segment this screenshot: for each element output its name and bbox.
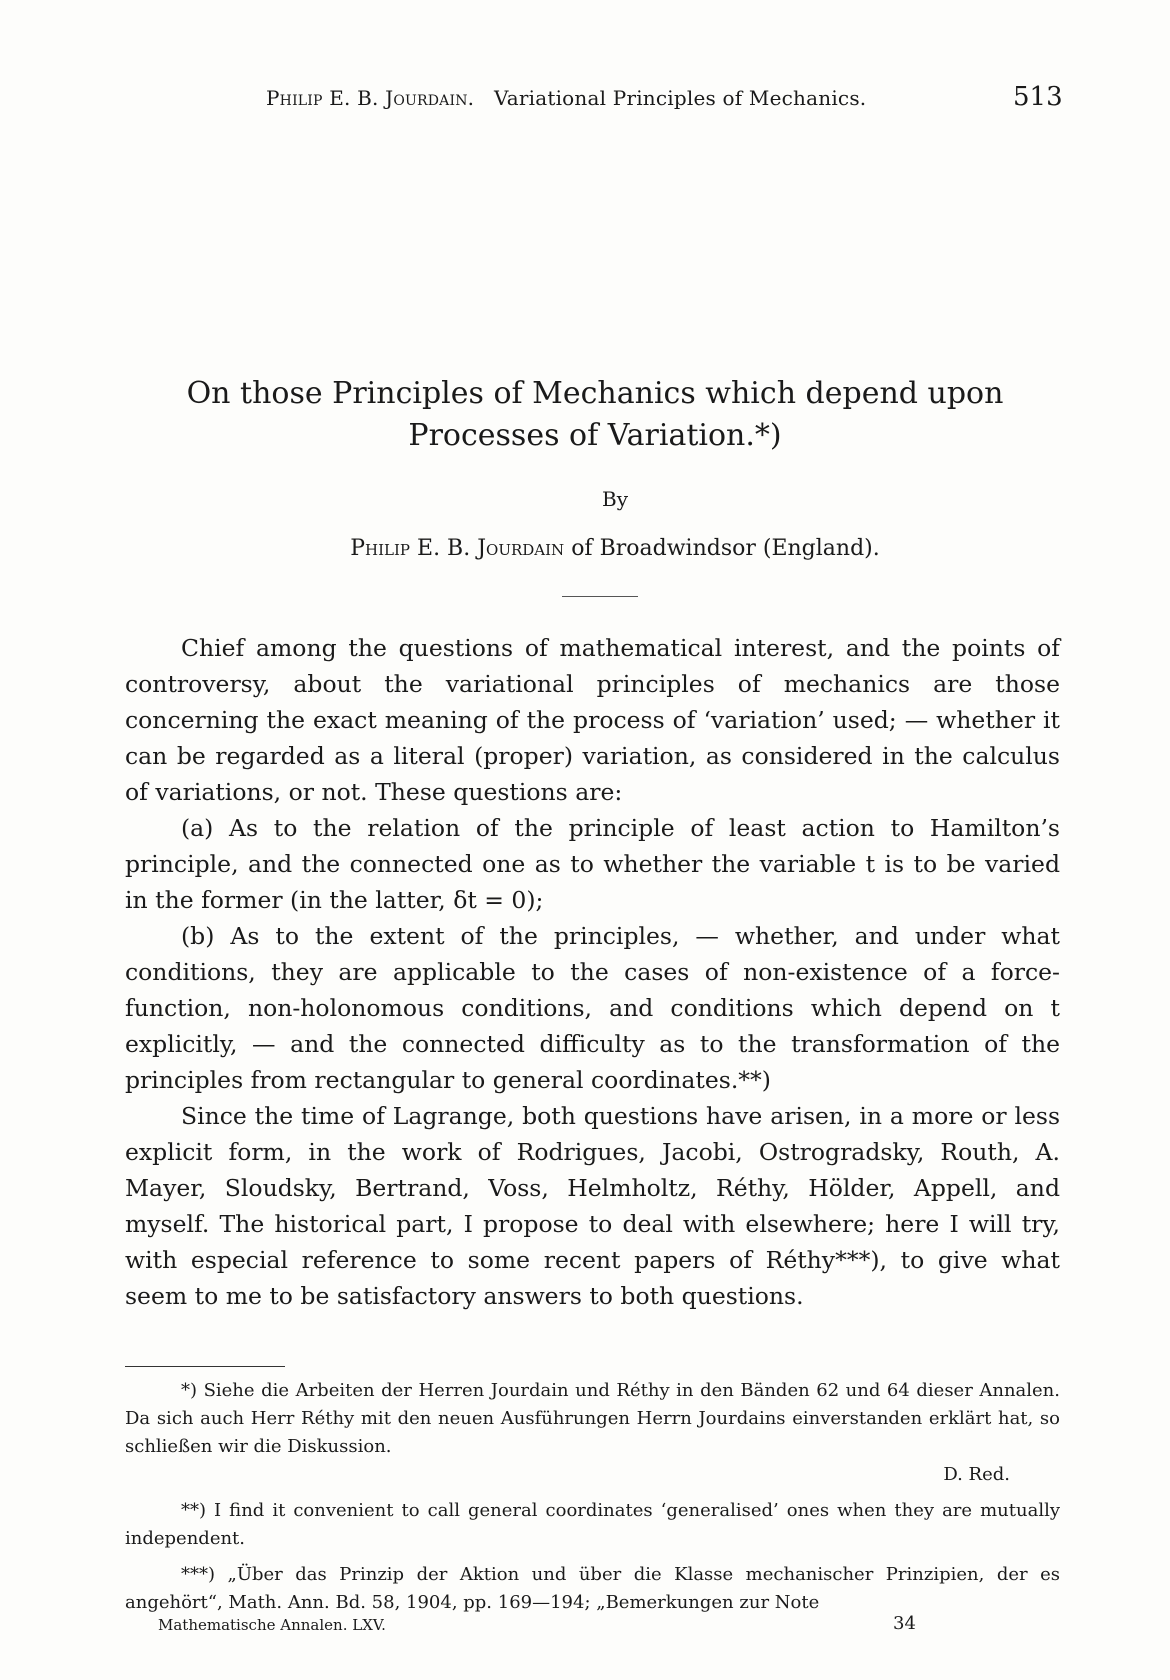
body-paragraph: Since the time of Lagrange, both questions have arisen, in a more or less explicit form, in the work of Rodrigues, Jacobi, Ostrogradsky, Routh, A. Mayer, Sloudsky, Bertrand, Voss, Helmholtz, Réthy, Hölder, Appell, and myself. The historical part, I propose to deal with elsewhere; here I will try, with especial reference to some recent papers of Réthy***), to give what seem to me to be satisfactory answers to both questions. bbox=[125, 1102, 1060, 1310]
author-line bbox=[0, 536, 1170, 561]
author-name: Philip E. B. Jourdain bbox=[350, 536, 565, 561]
article-title: On those Principles of Mechanics which depend upon Processes of Variation.*) bbox=[186, 376, 1004, 453]
author-affiliation: of Broadwindsor (England). bbox=[571, 536, 880, 561]
byline: By bbox=[602, 487, 628, 511]
decorative-rule bbox=[562, 596, 638, 597]
signature-mark: 34 bbox=[893, 1613, 916, 1634]
footnote-1: *) Siehe die Arbeiten der Herren Jourdain und Réthy in den Bänden 62 und 64 dieser Annalen. Da sich auch Herr Réthy mit den neuen Ausführungen Herrn Jourdains einverstanden erklärt hat, so schließen wir die Diskussion. bbox=[125, 1380, 1060, 1457]
footnote-3: ***) „Über das Prinzip der Aktion und über die Klasse mechanischer Prinzipien, der es angehört“, Math. Ann. Bd. 58, 1904, pp. 169—194; „Bemerkungen zur Note bbox=[125, 1564, 1060, 1613]
journal-footer: Mathematische Annalen. LXV. bbox=[158, 1616, 386, 1634]
footnote-2: **) I find it convenient to call general coordinates ‘generalised’ ones when they are mutually independent. bbox=[125, 1500, 1060, 1549]
body-paragraph: (b) As to the extent of the principles, — whether, and under what conditions, they are applicable to the cases of non-existence of a force-function, non-holonomous conditions, and conditions which depend on t explicitly, — and the connected difficulty as to the transformation of the principles from rectangular to general coordinates.**) bbox=[125, 922, 1060, 1094]
footnote-rule bbox=[125, 1366, 285, 1367]
page-number: 513 bbox=[1013, 82, 1063, 112]
body-paragraph: (a) As to the relation of the principle of least action to Hamilton’s principle, and the connected one as to whether the variable t is to be varied in the former (in the latter, δt = 0); bbox=[125, 814, 1060, 914]
footnotes bbox=[125, 1377, 1060, 1617]
article-body bbox=[125, 630, 1060, 1314]
running-head bbox=[266, 86, 866, 110]
footnote-signoff: D. Red. bbox=[943, 1464, 1010, 1485]
running-head-title: Variational Principles of Mechanics. bbox=[493, 86, 867, 110]
running-head-author: Philip E. B. Jourdain. bbox=[266, 86, 475, 110]
body-paragraph: Chief among the questions of mathematical interest, and the points of controversy, about the variational principles of mechanics are those concerning the exact meaning of the process of ‘variation’ used; — whether it can be regarded as a literal (proper) variation, as considered in the calculus of variations, or not. These questions are: bbox=[125, 634, 1060, 806]
